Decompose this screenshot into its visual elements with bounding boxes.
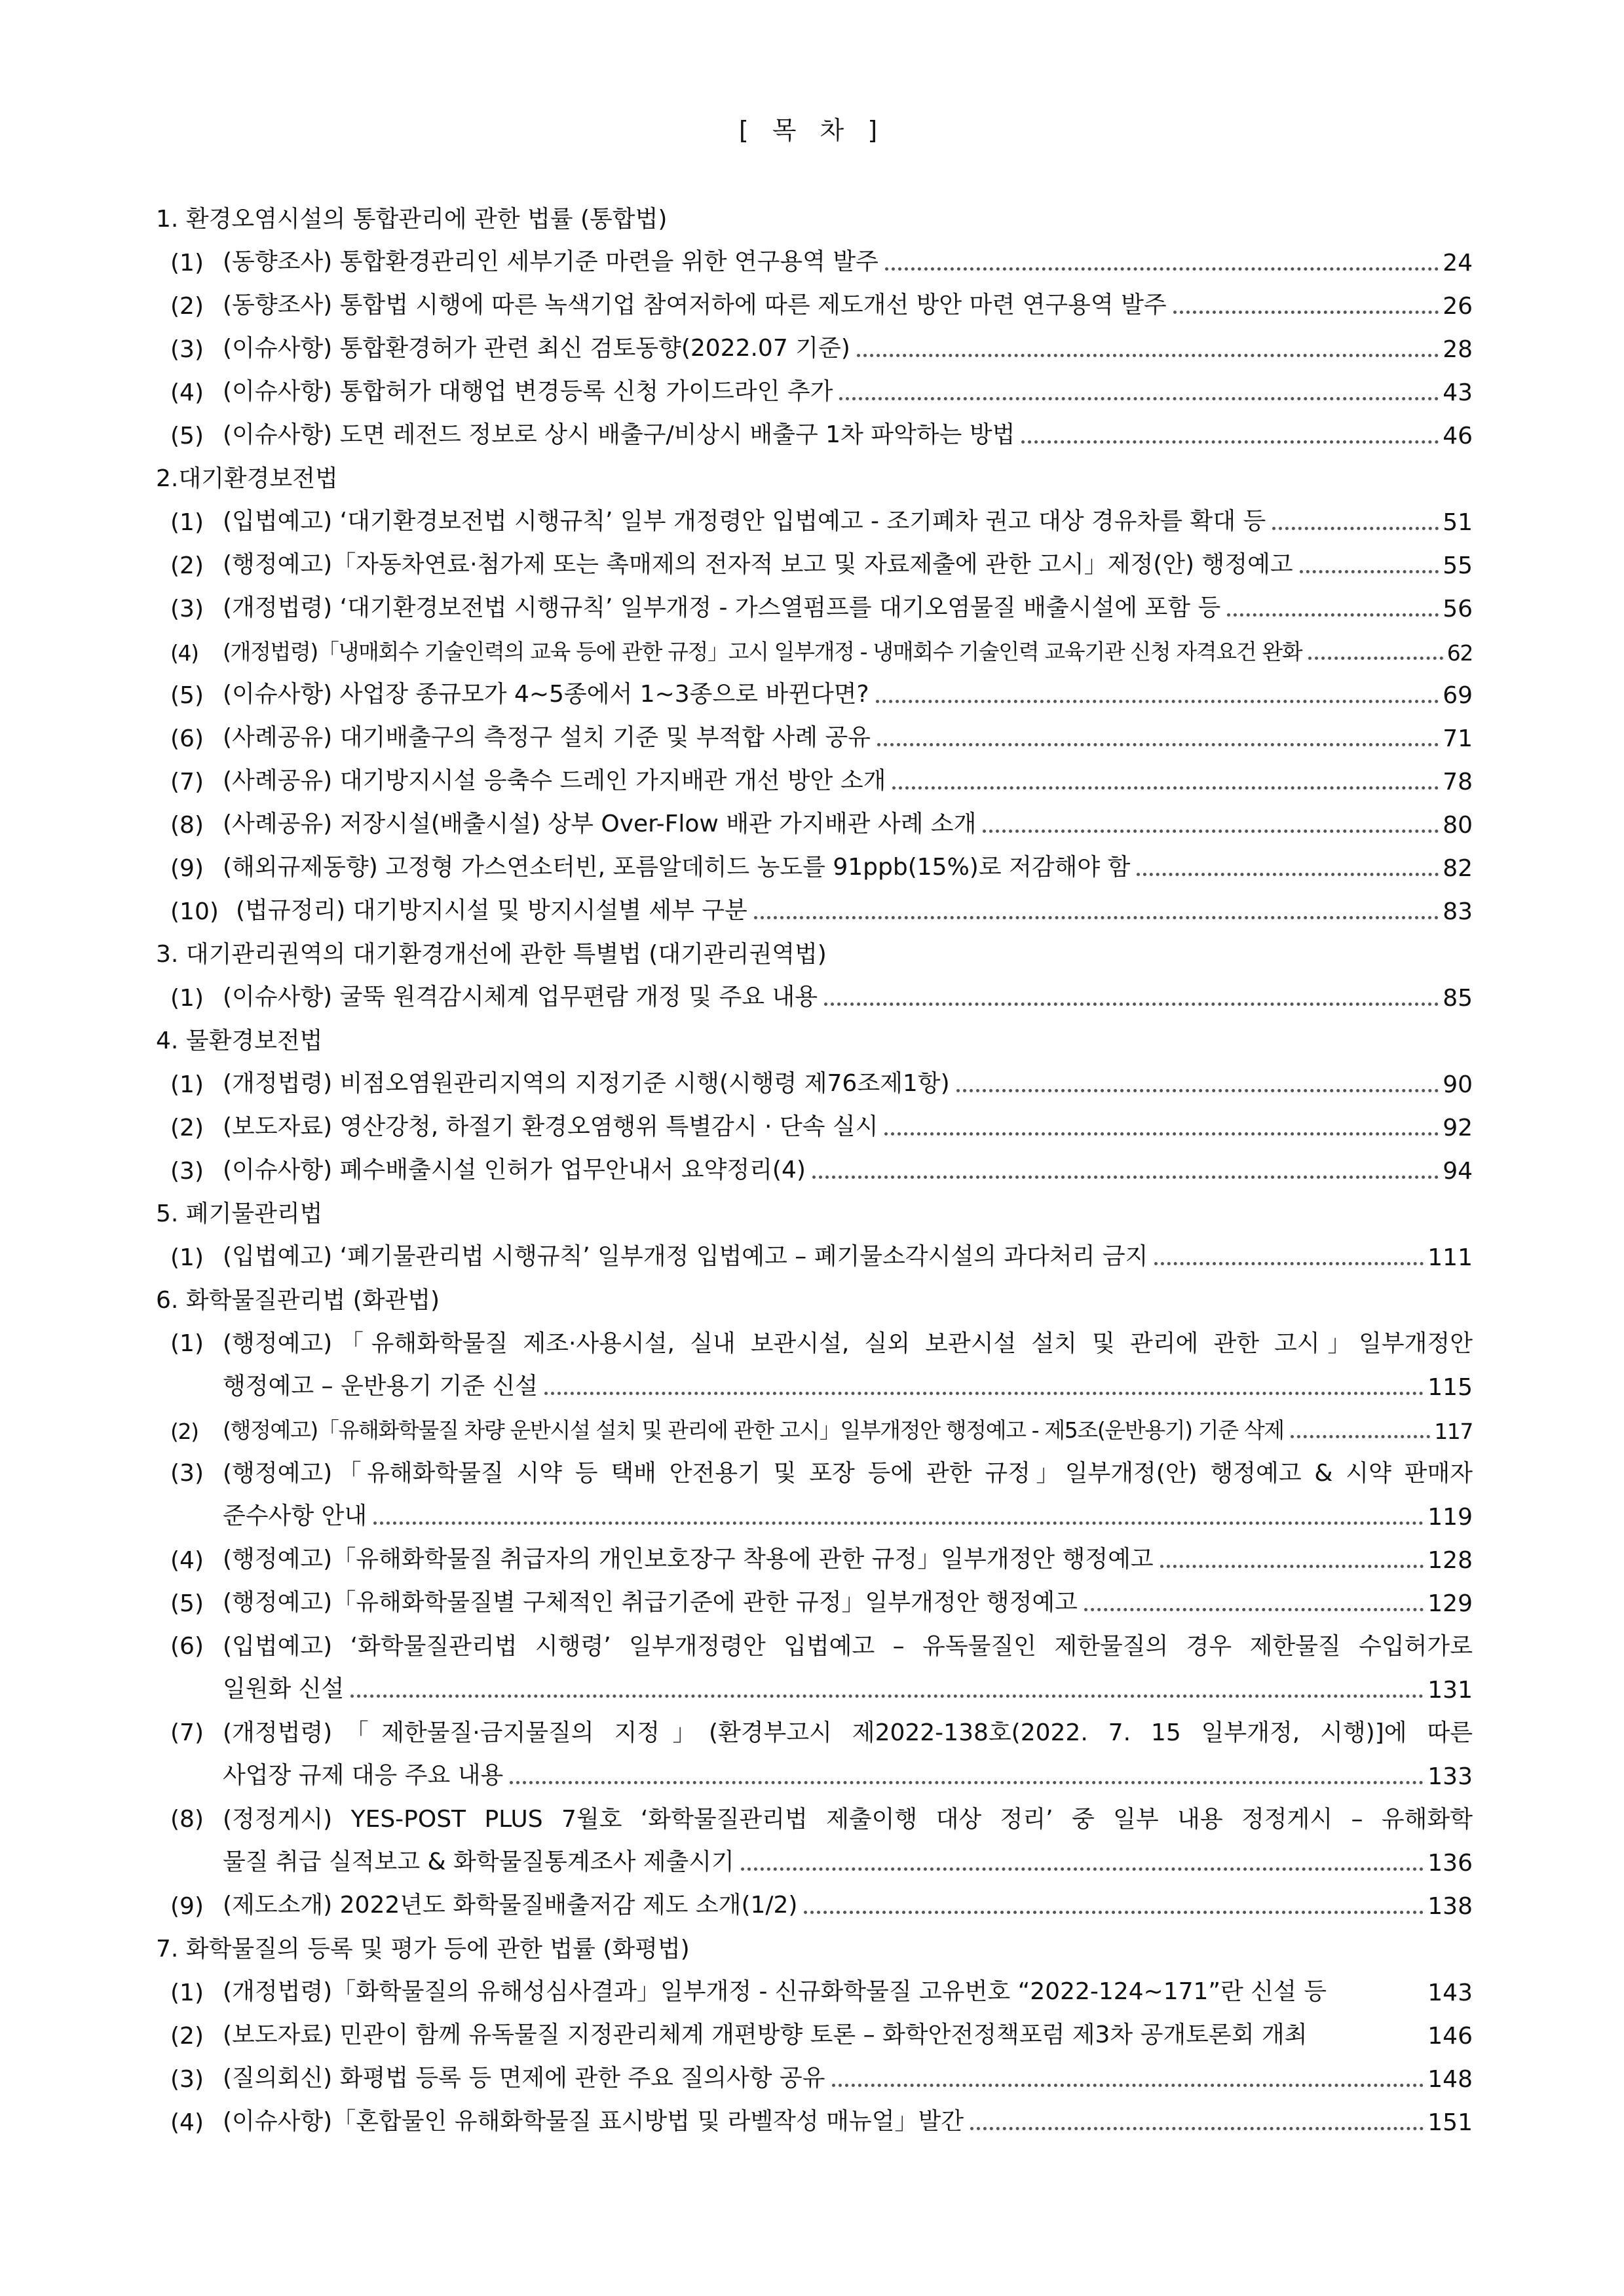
- leader-dots: [754, 916, 1439, 919]
- leader-dots: [510, 1781, 1424, 1784]
- toc-entry-page: 82: [1443, 855, 1473, 882]
- toc-entry-page: 94: [1443, 1158, 1473, 1185]
- toc-entry-title: (동향조사) 통합환경관리인 세부기준 마련을 위한 연구용역 발주: [223, 248, 878, 275]
- toc-entry: [156, 1236, 1473, 1279]
- toc-entry-continuation: [170, 1841, 1473, 1885]
- toc-entry-page: 90: [1443, 1071, 1473, 1098]
- leader-dots: [1173, 311, 1439, 314]
- toc-entry: [156, 1539, 1473, 1582]
- toc-entry-line: [170, 1798, 1473, 1841]
- toc-entry-page: 111: [1427, 1244, 1473, 1271]
- toc-entry-title: (개정법령)「냉매회수 기술인력의 교육 등에 관한 규정」고시 일부개정 - 냉매회수 기술인력 교육기관 신청 자격요건 완화: [223, 639, 1302, 664]
- toc-entry-number: (4): [170, 1547, 204, 1574]
- toc-entry-title: (이슈사항) 통합허가 대행업 변경등록 신청 가이드라인 추가: [223, 378, 833, 405]
- toc-entry-number: (1): [170, 1980, 204, 2006]
- toc-entry-title: (행정예고)「자동차연료·첨가제 또는 촉매제의 전자적 보고 및 자료제출에 관한 고시」제정(안) 행정예고: [223, 551, 1293, 578]
- toc-entry: [156, 544, 1473, 587]
- toc-entry: [156, 1322, 1473, 1409]
- toc-entry-number: (7): [170, 769, 204, 795]
- toc-entry-number: (8): [170, 812, 204, 839]
- toc-entry: [156, 847, 1473, 890]
- toc-entry-title: (이슈사항) 통합환경허가 관련 최신 검토동향(2022.07 기준): [223, 335, 850, 362]
- toc-entry-page: 80: [1443, 812, 1473, 839]
- toc-entry-number: (1): [170, 250, 204, 277]
- toc-entry-title-cont: 일원화 신설: [223, 1675, 345, 1702]
- toc-entry: [156, 1971, 1473, 2014]
- leader-dots: [804, 1911, 1424, 1914]
- leader-dots: [956, 1089, 1439, 1092]
- leader-dots: [857, 354, 1439, 357]
- toc-entry-page: 138: [1427, 1893, 1473, 1920]
- toc-entry-title-cont: 준수사항 안내: [223, 1502, 368, 1529]
- toc-entry: [156, 1712, 1473, 1798]
- toc-entry-title: (이슈사항)「혼합물인 유해화학물질 표시방법 및 라벨작성 매뉴얼」발간: [223, 2108, 964, 2135]
- leader-dots: [892, 786, 1439, 790]
- toc-entry-page: 128: [1427, 1547, 1473, 1574]
- leader-dots: [1137, 873, 1439, 876]
- leader-dots: [1272, 527, 1439, 530]
- leader-dots: [839, 397, 1439, 400]
- toc-entry-number: (10): [170, 898, 219, 925]
- toc-entry-number: (9): [170, 1893, 204, 1920]
- toc-entry-number: (3): [170, 2066, 204, 2093]
- toc-entry-title-cont: 물질 취급 실적보고 & 화학물질통계조사 제출시기: [223, 1848, 734, 1875]
- toc-entry-page: 83: [1443, 898, 1473, 925]
- toc-entry-number: (6): [170, 725, 204, 752]
- toc-entry-title: (동향조사) 통합법 시행에 따른 녹색기업 참여저하에 따른 제도개선 방안 마련 연구용역 발주: [223, 292, 1167, 318]
- toc-entry: [156, 328, 1473, 371]
- page-title: [ 목 차 ]: [738, 116, 886, 145]
- toc-entry: [156, 1149, 1473, 1193]
- toc-entry-title: (제도소개) 2022년도 화학물질배출저감 제도 소개(1/2): [223, 1892, 798, 1919]
- toc-entry-page: 115: [1427, 1374, 1473, 1401]
- section-heading: 2.대기환경보전법: [156, 465, 338, 492]
- toc-entry: [156, 1625, 1473, 1712]
- toc-entry: [156, 2057, 1473, 2101]
- toc-entry: [156, 1885, 1473, 1928]
- toc-entry-number: (6): [170, 1633, 204, 1660]
- leader-dots: [1227, 613, 1439, 617]
- toc-entry-page: 146: [1427, 2023, 1473, 2050]
- leader-dots: [1300, 570, 1439, 573]
- leader-dots: [1084, 1608, 1424, 1611]
- toc-entry: [156, 1063, 1473, 1106]
- toc-entry-line: [170, 1452, 1473, 1495]
- toc-entry-title: (입법예고) ‘화학물질관리법 시행령’ 일부개정령안 입법예고 – 유독물질인 제한물질의 경우 제한물질 수입허가로: [223, 1633, 1473, 1660]
- toc-entry-title: (이슈사항) 도면 레전드 정보로 상시 배출구/비상시 배출구 1차 파악하는 방법: [223, 421, 1015, 448]
- toc-entry: [156, 371, 1473, 414]
- toc-entry-continuation: [170, 1366, 1473, 1409]
- toc-entry-page: 119: [1427, 1504, 1473, 1531]
- toc-entry-page: 62: [1446, 640, 1473, 666]
- toc-entry-page: 24: [1443, 250, 1473, 277]
- toc-entry-number: (2): [170, 552, 204, 579]
- toc-entry-title: (정정게시) YES-POST PLUS 7월호 ‘화학물질관리법 제출이행 대상 정리’ 중 일부 내용 정정게시 – 유해화학: [223, 1806, 1473, 1833]
- toc-entry-page: 43: [1443, 379, 1473, 406]
- toc-entry-title: (보도자료) 민관이 함께 유독물질 지정관리체계 개편방향 토론 – 화학안전정책포럼 제3차 공개토론회 개최: [223, 2021, 1308, 2048]
- leader-dots: [812, 1176, 1439, 1179]
- toc-entry: [156, 1452, 1473, 1539]
- toc-entry: [156, 890, 1473, 933]
- leader-dots: [1021, 440, 1439, 444]
- toc-entry-title: (질의회신) 화평법 등록 등 면제에 관한 주요 질의사항 공유: [223, 2065, 825, 2092]
- toc-entry-number: (4): [170, 379, 204, 406]
- toc-entry-number: (5): [170, 682, 204, 709]
- toc-entry-title: (행정예고)「유해화학물질 제조·사용시설, 실내 보관시설, 실외 보관시설 설치 및 관리에 관한 고시」일부개정안: [223, 1330, 1473, 1357]
- leader-dots: [741, 1867, 1424, 1871]
- toc-entry-continuation: [170, 1755, 1473, 1798]
- toc-entry: [156, 760, 1473, 803]
- toc-entry-page: 55: [1443, 552, 1473, 579]
- toc-entry-title-cont: 행정예고 – 운반용기 기준 신설: [223, 1373, 538, 1400]
- toc-entry-title: (개정법령)「제한물질·금지물질의 지정」(환경부고시 제2022-138호(2022. 7. 15 일부개정, 시행)]에 따른: [223, 1719, 1473, 1746]
- toc-entry-number: (2): [170, 293, 204, 320]
- section-heading: 3. 대기관리권역의 대기환경개선에 관한 특별법 (대기관리권역법): [156, 941, 827, 968]
- toc-entry-page: 26: [1443, 293, 1473, 320]
- toc-entry-title: (입법예고) ‘대기환경보전법 시행규칙’ 일부 개정령안 입법예고 - 조기폐차 권고 대상 경유차를 확대 등: [223, 508, 1266, 535]
- toc-entry-number: (4): [170, 2109, 204, 2136]
- toc-entry-page: 56: [1443, 596, 1473, 622]
- toc-entry-title: (행정예고)「유해화학물질 시약 등 택배 안전용기 및 포장 등에 관한 규정」일부개정(안) 행정예고 & 시약 판매자: [223, 1460, 1473, 1487]
- toc-entry-title: (이슈사항) 폐수배출시설 인허가 업무안내서 요약정리(4): [223, 1157, 806, 1183]
- toc-entry-title: (개정법령)「화학물질의 유해성심사결과」일부개정 - 신규화학물질 고유번호 “2022-124~171”란 신설 등: [223, 1978, 1327, 2005]
- toc-entry-number: (1): [170, 1071, 204, 1098]
- toc-entry-line: [170, 1712, 1473, 1755]
- toc-entry-title: (사례공유) 대기방지시설 응축수 드레인 가지배관 개선 방안 소개: [223, 767, 886, 794]
- toc-entry-continuation: [170, 1668, 1473, 1712]
- toc-entry-number: (3): [170, 1158, 204, 1185]
- toc-entry-number: (9): [170, 855, 204, 882]
- toc-entry-page: 131: [1427, 1677, 1473, 1704]
- leader-dots: [1160, 1565, 1424, 1568]
- toc-entry-continuation: [170, 1495, 1473, 1539]
- leader-dots: [832, 2084, 1424, 2087]
- section-heading: 1. 환경오염시설의 통합관리에 관한 법률 (통합법): [156, 206, 668, 233]
- toc-entry: [156, 414, 1473, 457]
- toc-entry-page: 85: [1443, 985, 1473, 1012]
- toc-entry-page: 151: [1427, 2109, 1473, 2136]
- leader-dots: [970, 2127, 1424, 2130]
- toc-entry: [156, 1582, 1473, 1625]
- toc-entry-number: (1): [170, 985, 204, 1012]
- toc-entry-number: (1): [170, 1244, 204, 1271]
- toc-entry-page: 133: [1427, 1763, 1473, 1790]
- toc-entry-title: (개정법령) 비점오염원관리지역의 지정기준 시행(시행령 제76조제1항): [223, 1070, 950, 1097]
- toc-entry-page: 143: [1427, 1980, 1473, 2006]
- toc-entry-number: (1): [170, 1330, 204, 1357]
- leader-dots: [824, 1003, 1439, 1006]
- toc-entry-number: (5): [170, 423, 204, 450]
- leader-dots: [1308, 657, 1443, 660]
- toc-entry-title: (법규정리) 대기방지시설 및 방지시설별 세부 구분: [236, 897, 747, 924]
- leader-dots: [884, 1132, 1439, 1136]
- toc-entry-number: (3): [170, 336, 204, 363]
- leader-dots: [373, 1521, 1424, 1525]
- toc-entry: [156, 976, 1473, 1020]
- toc-entry: [156, 630, 1473, 674]
- section-heading: 5. 폐기물관리법: [156, 1200, 323, 1227]
- toc-entry-line: [170, 1322, 1473, 1366]
- toc-entry: [156, 1106, 1473, 1149]
- toc-entry-title-cont: 사업장 규제 대응 주요 내용: [223, 1762, 504, 1789]
- toc-entry-page: 46: [1443, 423, 1473, 450]
- toc-entry-number: (1): [170, 509, 204, 536]
- toc-entry-page: 92: [1443, 1115, 1473, 1141]
- toc-entry-page: 136: [1427, 1850, 1473, 1877]
- toc-entry-page: 78: [1443, 769, 1473, 795]
- toc-entry: [156, 1409, 1473, 1452]
- toc-entry-number: (7): [170, 1719, 204, 1746]
- leader-dots: [885, 267, 1439, 271]
- leader-dots: [1291, 1435, 1430, 1438]
- toc-entry: [156, 2014, 1473, 2057]
- toc-entry-number: (2): [170, 1115, 204, 1141]
- toc-entry-page: 117: [1434, 1419, 1473, 1444]
- toc-entry-page: 51: [1443, 509, 1473, 536]
- leader-dots: [983, 830, 1439, 833]
- toc-entry-page: 28: [1443, 336, 1473, 363]
- toc-entry: [156, 1798, 1473, 1885]
- leader-dots: [350, 1694, 1424, 1698]
- toc-entry-title: (행정예고)「유해화학물질별 구체적인 취급기준에 관한 규정」일부개정안 행정예고: [223, 1589, 1078, 1616]
- toc-entry-title: (이슈사항) 사업장 종규모가 4~5종에서 1~3종으로 바뀐다면?: [223, 681, 869, 708]
- toc-entry: [156, 717, 1473, 760]
- section-heading: 6. 화학물질관리법 (화관법): [156, 1287, 440, 1314]
- toc-entry-title: (사례공유) 저장시설(배출시설) 상부 Over-Flow 배관 가지배관 사례 소개: [223, 811, 977, 837]
- toc-entry-number: (3): [170, 1460, 204, 1487]
- toc-entry-page: 129: [1427, 1590, 1473, 1617]
- toc-entry-title: (행정예고)「유해화학물질 취급자의 개인보호장구 착용에 관한 규정」일부개정안 행정예고: [223, 1546, 1154, 1573]
- toc-entry: [156, 2101, 1473, 2144]
- table-of-contents: [156, 198, 1473, 2144]
- toc-entry-number: (8): [170, 1806, 204, 1833]
- section-heading: 7. 화학물질의 등록 및 평가 등에 관한 법률 (화평법): [156, 1936, 690, 1962]
- leader-dots: [877, 743, 1439, 746]
- toc-entry-number: (5): [170, 1590, 204, 1617]
- toc-entry-number: (2): [170, 1419, 198, 1444]
- toc-entry-number: (3): [170, 596, 204, 622]
- section-heading: 4. 물환경보전법: [156, 1027, 323, 1054]
- leader-dots: [876, 700, 1439, 703]
- toc-entry-title: (보도자료) 영산강청, 하절기 환경오염행위 특별감시 · 단속 실시: [223, 1113, 878, 1140]
- toc-entry-page: 148: [1427, 2066, 1473, 2093]
- toc-entry-line: [170, 1625, 1473, 1668]
- toc-entry-page: 71: [1443, 725, 1473, 752]
- leader-dots: [544, 1392, 1424, 1395]
- toc-entry: [156, 803, 1473, 847]
- toc-entry: [156, 241, 1473, 284]
- toc-entry-number: (4): [170, 640, 198, 666]
- toc-entry-title: (개정법령) ‘대기환경보전법 시행규칙’ 일부개정 - 가스열펌프를 대기오염물질 배출시설에 포함 등: [223, 594, 1221, 621]
- toc-entry: [156, 284, 1473, 328]
- toc-entry-title: (이슈사항) 굴뚝 원격감시체계 업무편람 개정 및 주요 내용: [223, 984, 818, 1010]
- toc-entry: [156, 674, 1473, 717]
- toc-entry-title: (사례공유) 대기배출구의 측정구 설치 기준 및 부적합 사례 공유: [223, 724, 871, 751]
- toc-entry-number: (2): [170, 2023, 204, 2050]
- toc-entry-page: 69: [1443, 682, 1473, 709]
- toc-entry: [156, 501, 1473, 544]
- toc-entry-title: (입법예고) ‘폐기물관리법 시행규칙’ 일부개정 입법예고 – 폐기물소각시설의 과다처리 금지: [223, 1243, 1148, 1270]
- toc-entry-title: (행정예고)「유해화학물질 차량 운반시설 설치 및 관리에 관한 고시」일부개정안 행정예고 - 제5조(운반용기) 기준 삭제: [223, 1417, 1284, 1443]
- leader-dots: [1154, 1262, 1424, 1265]
- toc-entry-title: (해외규제동향) 고정형 가스연소터빈, 포름알데히드 농도를 91ppb(15%)로 저감해야 함: [223, 854, 1131, 881]
- toc-entry: [156, 587, 1473, 630]
